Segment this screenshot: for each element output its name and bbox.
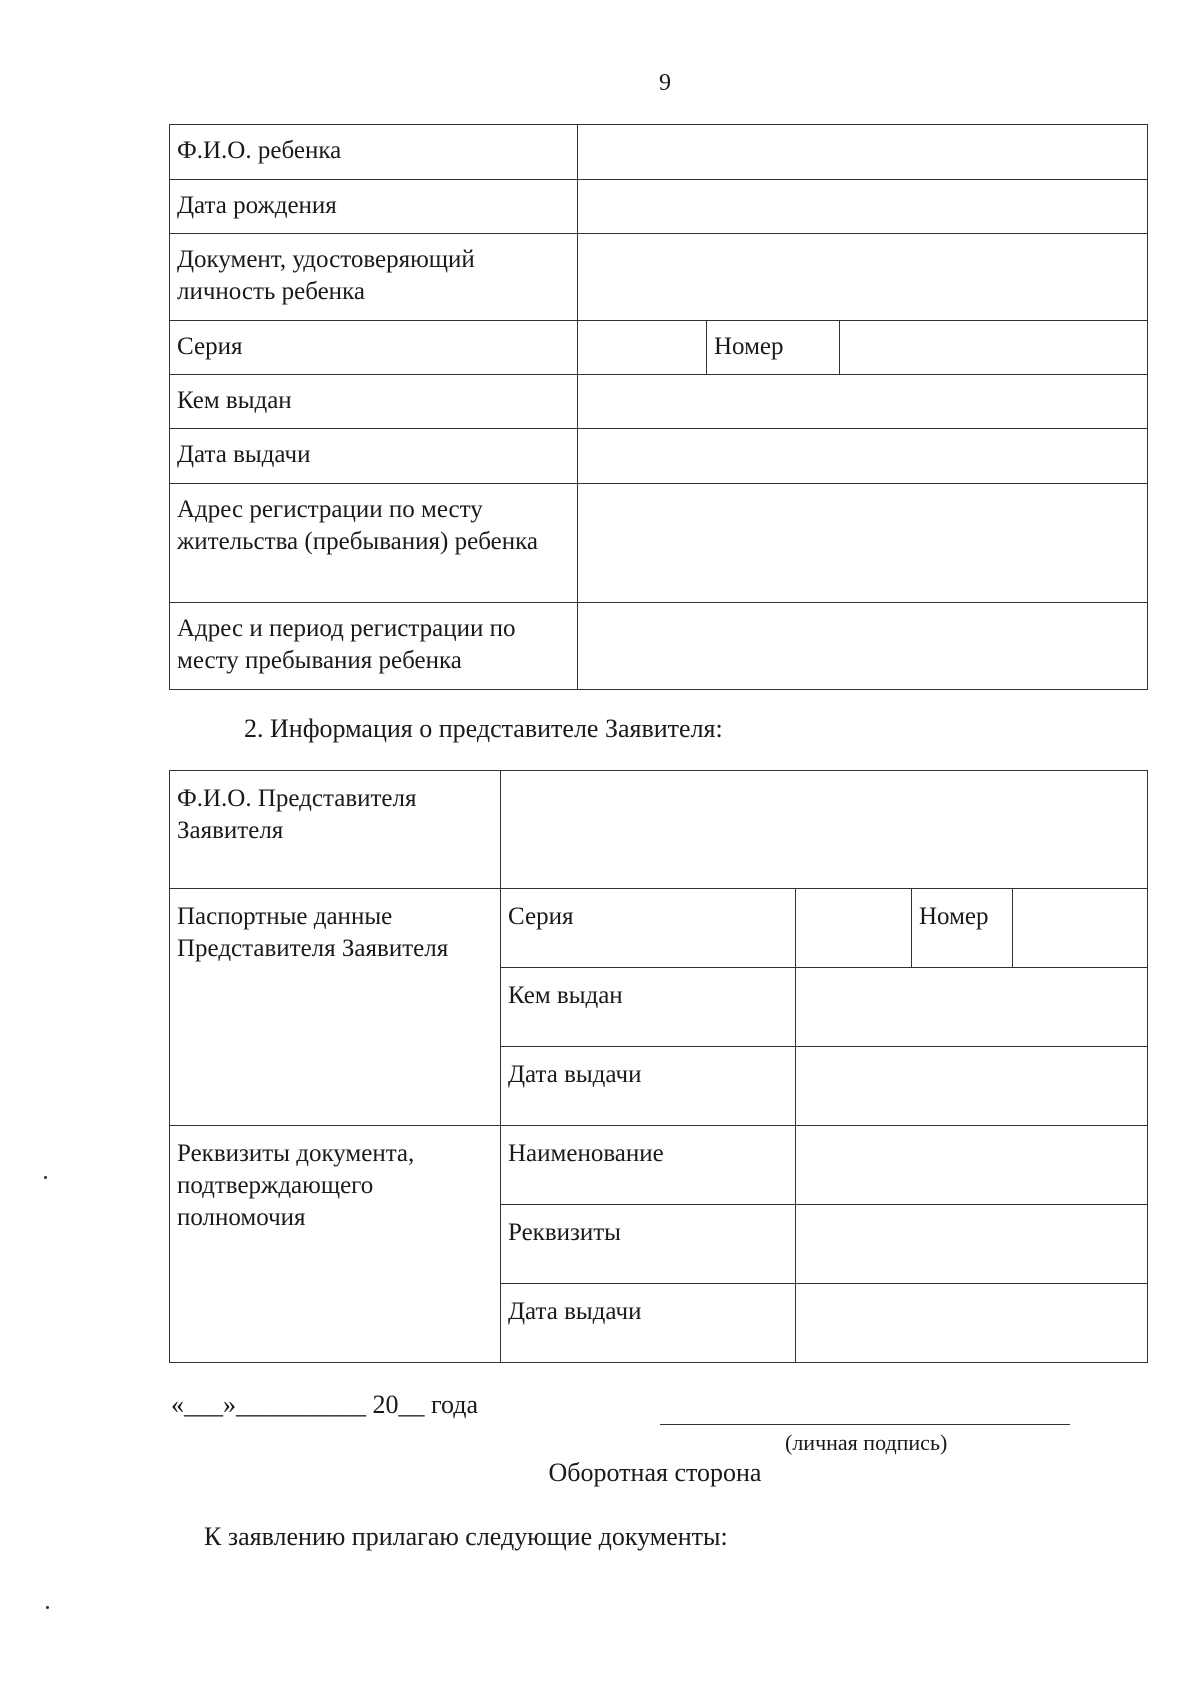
child-series-field[interactable] bbox=[578, 321, 707, 375]
rep-fio-label: Ф.И.О. Представителя Заявителя bbox=[170, 771, 501, 889]
signature-caption: (личная подпись) bbox=[785, 1430, 948, 1455]
child-issue-date-label: Дата выдачи bbox=[170, 429, 578, 484]
child-issued-by-label: Кем выдан bbox=[170, 375, 578, 429]
scan-speck bbox=[44, 1176, 47, 1179]
section-2-heading: 2. Информация о представителе Заявителя: bbox=[244, 714, 723, 743]
rep-number-field[interactable] bbox=[1013, 889, 1148, 968]
child-id-document-field[interactable] bbox=[578, 234, 1148, 321]
child-residence-address-label: Адрес регистрации по месту жительства (пребывания) ребенка bbox=[170, 484, 578, 603]
rep-doc-details-field[interactable] bbox=[796, 1205, 1148, 1284]
rep-doc-name-field[interactable] bbox=[796, 1126, 1148, 1205]
representative-info-table bbox=[169, 770, 1148, 1363]
rep-authority-doc-label: Реквизиты документа, подтверждающего полномочия bbox=[170, 1126, 501, 1363]
rep-doc-details-label: Реквизиты bbox=[501, 1205, 796, 1284]
page-number: 9 bbox=[659, 70, 671, 96]
child-number-label: Номер bbox=[707, 321, 840, 375]
back-side-heading: Оборотная сторона bbox=[548, 1458, 762, 1487]
rep-fio-field[interactable] bbox=[501, 771, 1148, 889]
rep-doc-name-label: Наименование bbox=[501, 1126, 796, 1205]
child-birth-date-label: Дата рождения bbox=[170, 180, 578, 234]
rep-issue-date-label: Дата выдачи bbox=[501, 1047, 796, 1126]
rep-issued-by-label: Кем выдан bbox=[501, 968, 796, 1047]
scan-speck bbox=[46, 1606, 49, 1609]
child-stay-address-label: Адрес и период регистрации по месту пребывания ребенка bbox=[170, 603, 578, 690]
rep-series-label: Серия bbox=[501, 889, 796, 968]
child-residence-address-field[interactable] bbox=[578, 484, 1148, 603]
date-line[interactable]: «___»__________ 20__ года bbox=[171, 1390, 479, 1419]
rep-number-label: Номер bbox=[912, 889, 1013, 968]
child-fio-field[interactable] bbox=[578, 125, 1148, 180]
rep-series-field[interactable] bbox=[796, 889, 912, 968]
child-birth-date-field[interactable] bbox=[578, 180, 1148, 234]
attachments-intro: К заявлению прилагаю следующие документы: bbox=[204, 1522, 728, 1551]
rep-issued-by-field[interactable] bbox=[796, 968, 1148, 1047]
child-id-document-label: Документ, удостоверяющий личность ребенка bbox=[170, 234, 578, 321]
child-series-label: Серия bbox=[170, 321, 578, 375]
child-issued-by-field[interactable] bbox=[578, 375, 1148, 429]
child-fio-label: Ф.И.О. ребенка bbox=[170, 125, 578, 180]
child-info-table bbox=[169, 124, 1148, 690]
rep-issue-date-field[interactable] bbox=[796, 1047, 1148, 1126]
child-stay-address-field[interactable] bbox=[578, 603, 1148, 690]
child-issue-date-field[interactable] bbox=[578, 429, 1148, 484]
rep-passport-label: Паспортные данные Представителя Заявителя bbox=[170, 889, 501, 1126]
child-number-field[interactable] bbox=[840, 321, 1148, 375]
rep-doc-issue-date-label: Дата выдачи bbox=[501, 1284, 796, 1363]
signature-line[interactable] bbox=[660, 1424, 1070, 1425]
rep-doc-issue-date-field[interactable] bbox=[796, 1284, 1148, 1363]
